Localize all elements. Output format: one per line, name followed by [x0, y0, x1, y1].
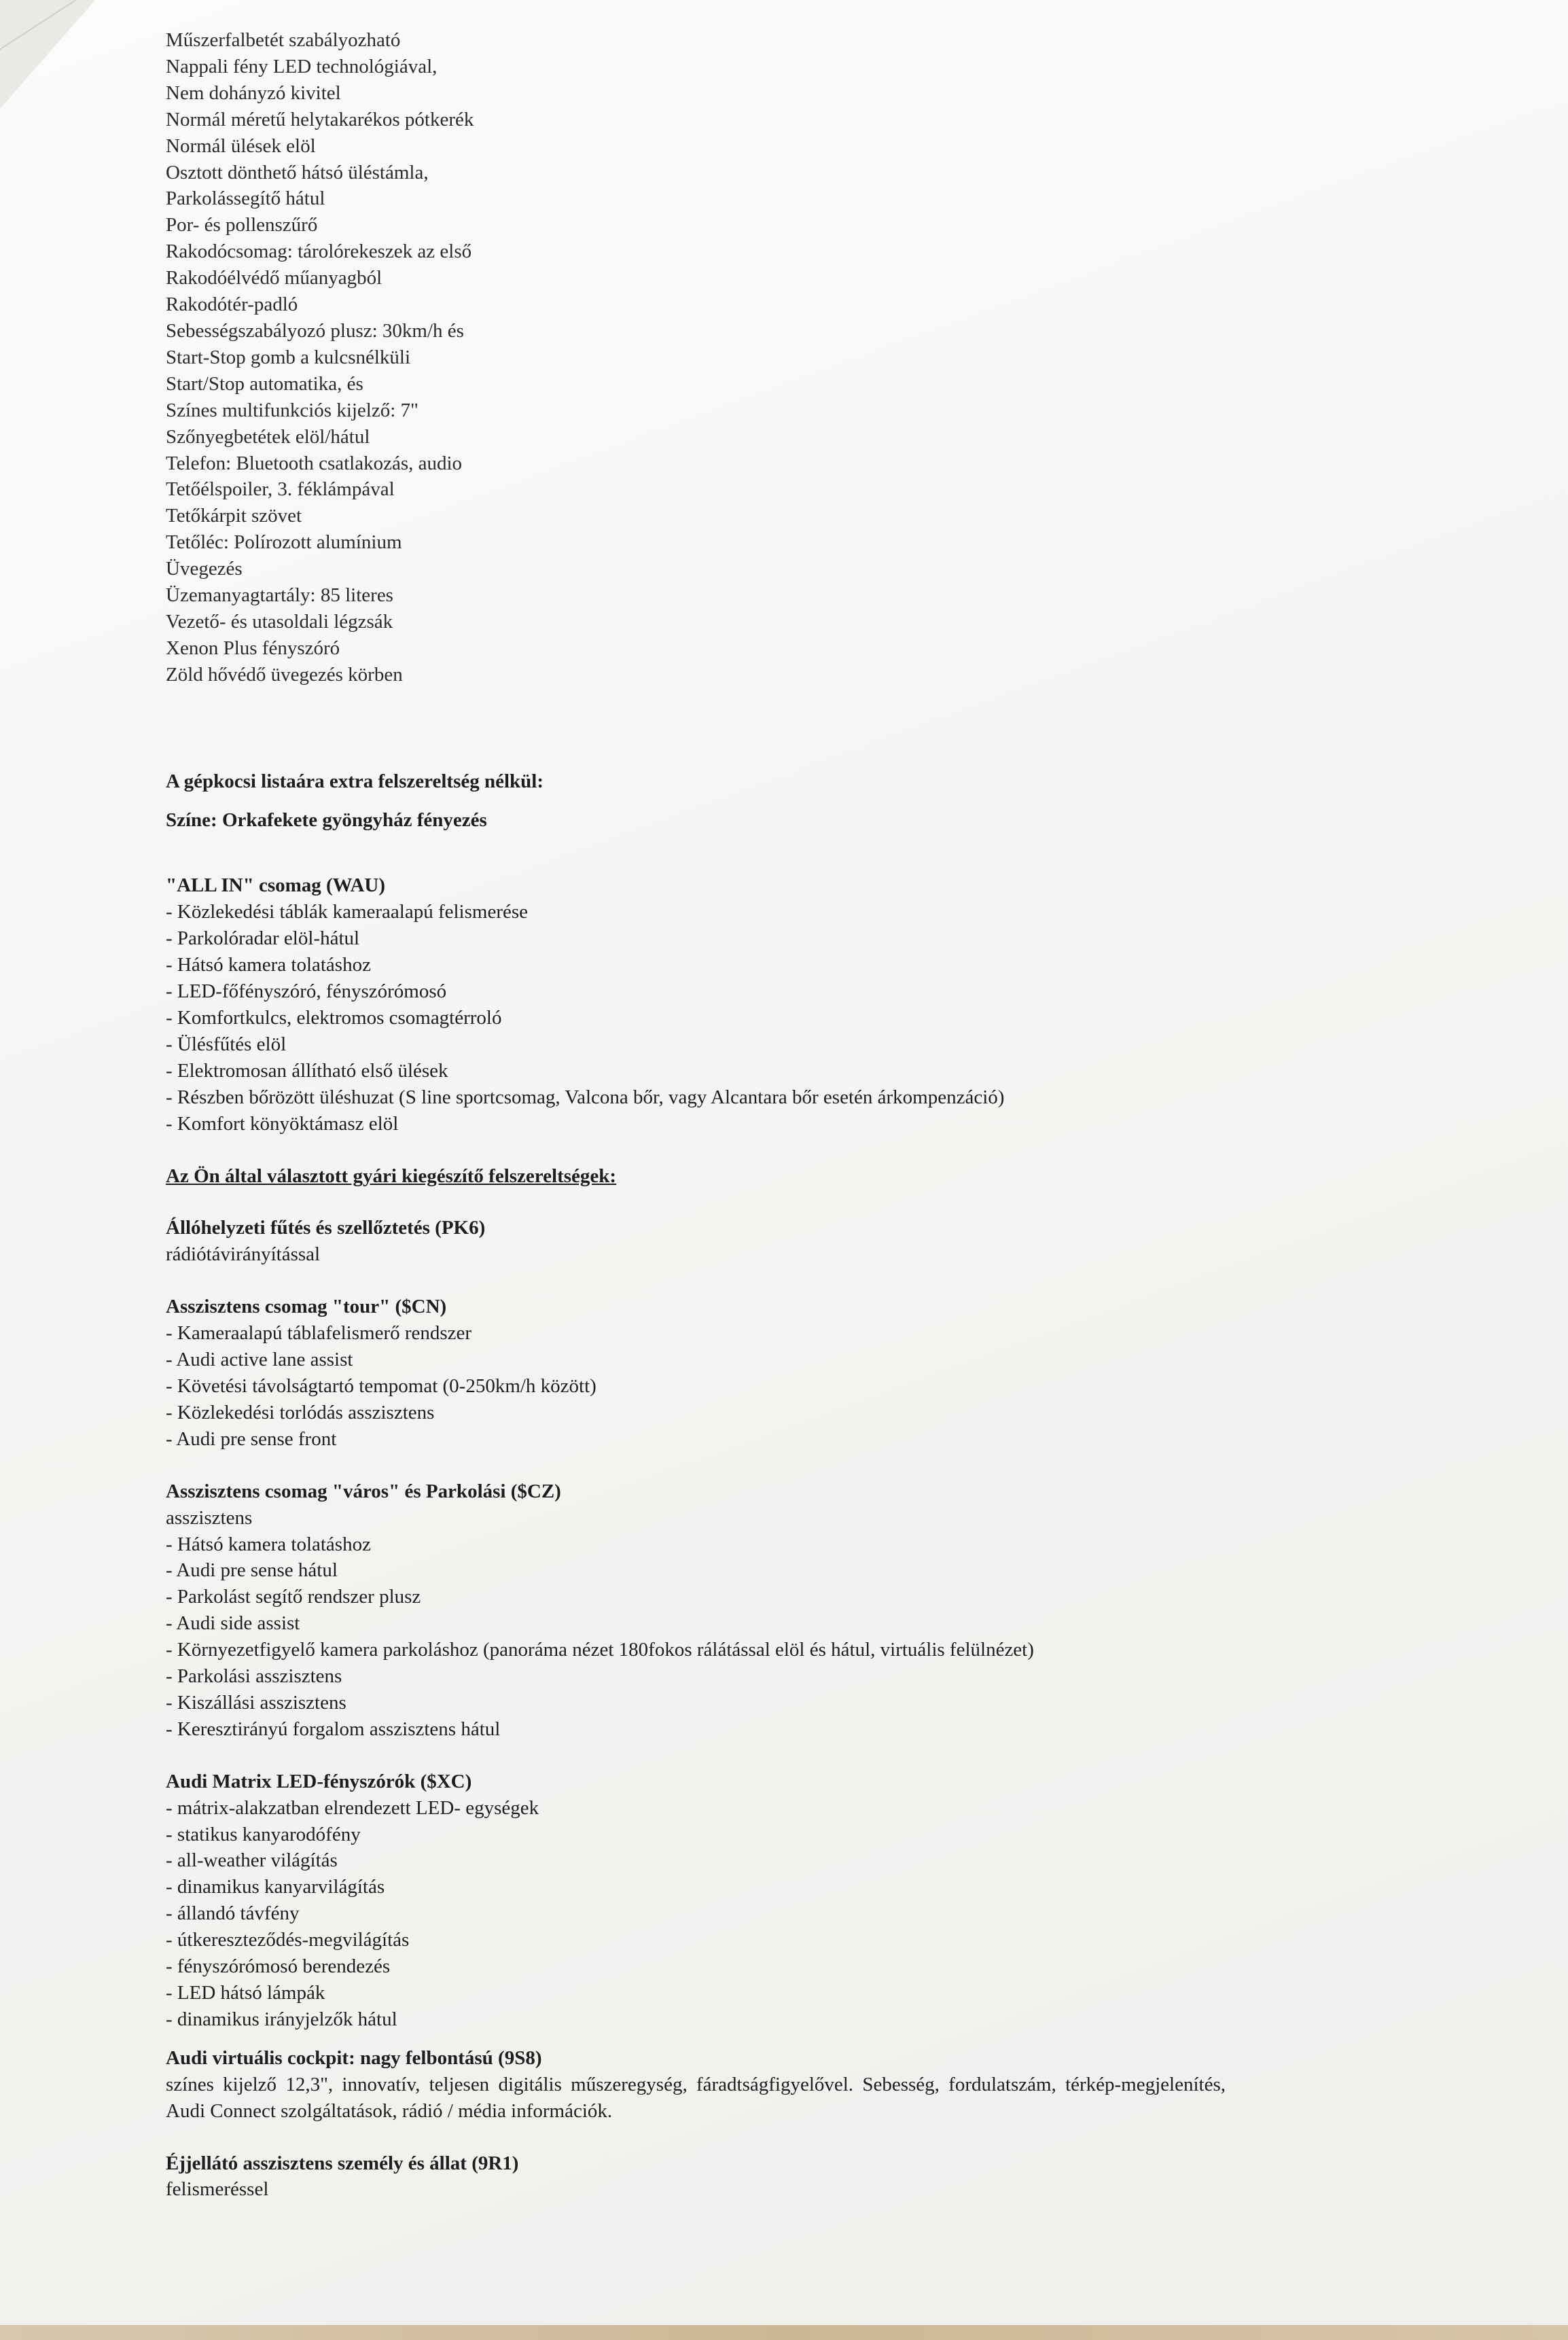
- spec-item: Start/Stop automatika, és: [166, 372, 363, 395]
- spec-item: Szőnyegbetétek elöl/hátul: [166, 425, 370, 448]
- option-scz: [166, 1478, 1226, 1743]
- spec-item: Üvegezés: [166, 558, 243, 580]
- package-item: - Komfort könyöktámasz elöl: [166, 1112, 399, 1135]
- package-item: - Parkolóradar elöl-hátul: [166, 927, 360, 950]
- spec-item: Színes multifunkciós kijelző: 7": [166, 399, 418, 421]
- heading-no-extra-equipment: A gépkocsi listaára extra felszereltség nélkül:: [166, 770, 544, 792]
- option-item: - Közlekedési torlódás asszisztens: [166, 1401, 435, 1423]
- standard-equipment-list: [166, 27, 1226, 688]
- spec-item: Xenon Plus fényszóró: [166, 637, 340, 659]
- spec-item: Por- és pollenszűrő: [166, 214, 318, 236]
- spec-item: Tetőléc: Polírozott alumínium: [166, 531, 402, 554]
- option-item: - Hátsó kamera tolatáshoz: [166, 1533, 371, 1555]
- option-item: - Audi active lane assist: [166, 1349, 353, 1371]
- spec-item: Zöld hővédő üvegezés körben: [166, 663, 403, 686]
- package-item: - Közlekedési táblák kameraalapú felismerése: [166, 901, 529, 923]
- spec-item: Tetőélspoiler, 3. féklámpával: [166, 478, 395, 501]
- package-item: - LED-főfényszóró, fényszórómosó: [166, 980, 447, 1003]
- spec-item: Műszerfalbetét szabályozható: [166, 29, 401, 51]
- option-item: - Parkolást segítő rendszer plusz: [166, 1586, 421, 1608]
- spec-item: Normál ülések elöl: [166, 135, 316, 157]
- spec-item: Telefon: Bluetooth csatlakozás, audio: [166, 452, 463, 474]
- option-item: - Követési távolságtartó tempomat (0-250km/h között): [166, 1375, 596, 1397]
- option-night-vision: [166, 2150, 1226, 2203]
- option-item: - statikus kanyarodófény: [166, 1823, 361, 1845]
- option-item: - Parkolási asszisztens: [166, 1665, 342, 1688]
- spec-item: Osztott dönthető hátsó üléstámla,: [166, 161, 429, 183]
- spec-item: Vezető- és utasoldali légzsák: [166, 610, 393, 633]
- option-item: asszisztens: [166, 1506, 253, 1529]
- heading-chosen-options: Az Ön által választott gyári kiegészítő felszereltségek:: [166, 1165, 617, 1187]
- paper-fold-corner: [0, 0, 95, 109]
- option-scn: [166, 1294, 1226, 1452]
- package-item: - Hátsó kamera tolatáshoz: [166, 954, 371, 976]
- option-description: színes kijelző 12,3", innovatív, teljesen digitális műszeregység, fáradtságfigyelővel. Sebesség, fordulatszám, térkép-megjelenítés, Audi Connect szolgáltatások, rádió / média információk.: [166, 2073, 1226, 2122]
- package-item: - Részben bőrözött üléshuzat (S line sportcsomag, Valcona bőr, vagy Alcantara bőr esetén árkompenzáció): [166, 1086, 1005, 1108]
- option-title: Állóhelyzeti fűtés és szellőztetés (PK6): [166, 1217, 486, 1239]
- spec-item: Rakodócsomag: tárolórekeszek az első: [166, 241, 472, 263]
- option-item: - Kiszállási asszisztens: [166, 1691, 346, 1714]
- option-item: - fényszórómosó berendezés: [166, 1955, 391, 1978]
- option-pk6: [166, 1215, 1226, 1268]
- option-item: - Audi side assist: [166, 1612, 300, 1635]
- option-sxc: [166, 1769, 1226, 2033]
- option-item: - Keresztirányú forgalom asszisztens hátul: [166, 1718, 501, 1740]
- option-item: - Kameraalapú táblafelismerő rendszer: [166, 1322, 472, 1345]
- option-title: Asszisztens csomag "város" és Parkolási ($CZ): [166, 1480, 561, 1502]
- option-item: - dinamikus kanyarvilágítás: [166, 1876, 385, 1898]
- option-item: - útkereszteződés-megvilágítás: [166, 1929, 410, 1951]
- option-item: - dinamikus irányjelzők hátul: [166, 2008, 397, 2030]
- paint-color-line: Színe: Orkafekete gyöngyház fényezés: [166, 809, 487, 831]
- table-surface-strip: [0, 2325, 1568, 2340]
- option-title: Audi Matrix LED-fényszórók ($XC): [166, 1770, 472, 1792]
- option-item: - all-weather világítás: [166, 1849, 338, 1872]
- option-virtual-cockpit: [166, 2045, 1226, 2125]
- option-title: Éjjellátó asszisztens személy és állat (9R1): [166, 2152, 519, 2174]
- spec-item: Nem dohányzó kivitel: [166, 82, 341, 104]
- document-page: [166, 27, 1226, 2203]
- spec-item: Nappali fény LED technológiával,: [166, 55, 438, 77]
- package-item: - Komfortkulcs, elektromos csomagtérroló: [166, 1007, 502, 1029]
- package-item: - Elektromosan állítható első ülések: [166, 1059, 448, 1082]
- option-item: - állandó távfény: [166, 1902, 300, 1925]
- option-title: Asszisztens csomag "tour" ($CN): [166, 1296, 447, 1318]
- option-title: Audi virtuális cockpit: nagy felbontású (9S8): [166, 2046, 542, 2069]
- spec-item: Normál méretű helytakarékos pótkerék: [166, 108, 474, 130]
- option-item: - LED hátsó lámpák: [166, 1982, 325, 2004]
- package-all-in: [166, 872, 1226, 1137]
- spec-item: Üzemanyagtartály: 85 literes: [166, 584, 393, 607]
- package-title: "ALL IN" csomag (WAU): [166, 874, 386, 897]
- option-item: - Környezetfigyelő kamera parkoláshoz (panoráma nézet 180fokos rálátással elöl és hátul, virtuális felülnézet): [166, 1639, 1034, 1661]
- spec-item: Rakodótér-padló: [166, 294, 298, 316]
- spec-item: Sebességszabályozó plusz: 30km/h és: [166, 319, 464, 342]
- option-item: rádiótávirányítással: [166, 1243, 321, 1266]
- package-item: - Ülésfűtés elöl: [166, 1033, 287, 1055]
- spec-item: Tetőkárpit szövet: [166, 505, 302, 527]
- option-item: - mátrix-alakzatban elrendezett LED- egységek: [166, 1796, 539, 1819]
- spec-item: Rakodóélvédő műanyagból: [166, 267, 382, 289]
- option-item: felismeréssel: [166, 2178, 269, 2201]
- spec-item: Parkolássegítő hátul: [166, 188, 325, 210]
- option-item: - Audi pre sense hátul: [166, 1559, 338, 1582]
- spec-item: Start-Stop gomb a kulcsnélküli: [166, 346, 411, 368]
- option-item: - Audi pre sense front: [166, 1428, 337, 1450]
